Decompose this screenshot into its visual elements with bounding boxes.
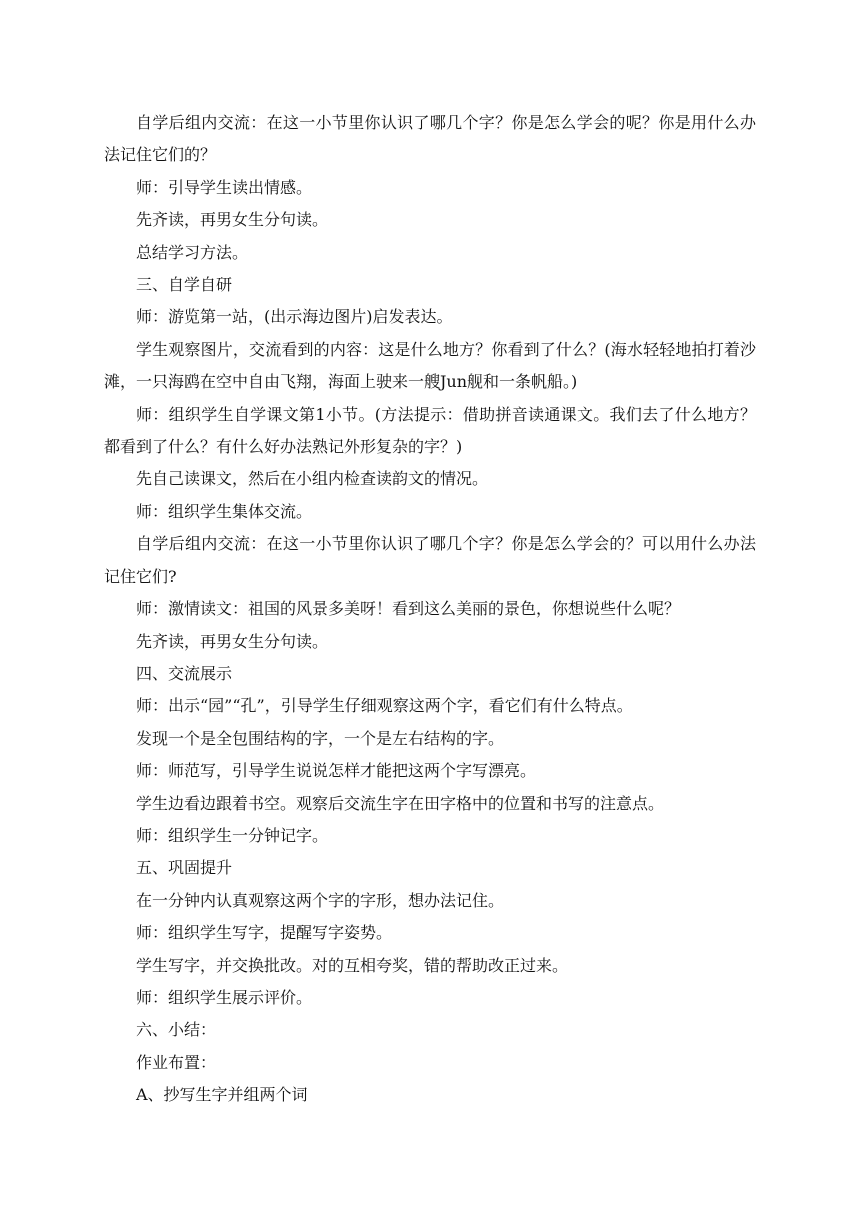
- paragraph: 先自己读课文，然后在小组内检查读韵文的情况。: [136, 469, 489, 489]
- paragraph: 师：组织学生一分钟记字。: [136, 825, 329, 845]
- section-heading: 六、小结：: [136, 1020, 217, 1040]
- paragraph: 师：激情读文：祖国的风景多美呀！看到这么美丽的景色，你想说些什么呢？: [136, 599, 681, 619]
- paragraph: 自学后组内交流：在这一小节里你认识了哪几个字？你是怎么学会的呢？你是用什么办法记住它们的？: [104, 113, 756, 165]
- paragraph: A、抄写生字并组两个词: [136, 1085, 308, 1105]
- paragraph: 师：组织学生写字，提醒写字姿势。: [136, 923, 393, 943]
- paragraph: 师：组织学生自学课文第1小节。(方法提示：借助拼音读通课文。我们去了什么地方？都看到了什么？有什么好办法熟记外形复杂的字？): [104, 404, 756, 457]
- paragraph: 师：引导学生读出情感。: [136, 177, 313, 197]
- paragraph: 作业布置：: [136, 1052, 217, 1072]
- paragraph: 学生写字，并交换批改。对的互相夸奖，错的帮助改正过来。: [136, 955, 569, 975]
- paragraph: 师：出示“园”“孔”，引导学生仔细观察这两个字，看它们有什么特点。: [136, 696, 633, 716]
- paragraph: 发现一个是全包围结构的字，一个是左右结构的字。: [136, 728, 505, 748]
- paragraph: 总结学习方法。: [136, 242, 249, 262]
- section-heading: 五、巩固提升: [136, 858, 233, 878]
- section-heading: 四、交流展示: [136, 663, 233, 683]
- paragraph: 在一分钟内认真观察这两个字的字形，想办法记住。: [136, 890, 505, 910]
- paragraph: 师：组织学生展示评价。: [136, 987, 313, 1007]
- paragraph: 学生观察图片，交流看到的内容：这是什么地方？你看到了什么？(海水轻轻地拍打着沙滩，一只海鸥在空中自由飞翔，海面上驶来一艘Jun舰和一条帆船。): [104, 339, 756, 392]
- document-body: [104, 107, 756, 1112]
- paragraph: 先齐读，再男女生分句读。: [136, 631, 329, 651]
- section-heading: 三、自学自研: [136, 275, 233, 295]
- paragraph: 师：游览第一站，(出示海边图片)启发表达。: [136, 307, 453, 327]
- paragraph: 学生边看边跟着书空。观察后交流生字在田字格中的位置和书写的注意点。: [136, 793, 665, 813]
- paragraph: 师：组织学生集体交流。: [136, 501, 313, 521]
- paragraph: 先齐读，再男女生分句读。: [136, 210, 329, 230]
- paragraph: 自学后组内交流：在这一小节里你认识了哪几个字？你是怎么学会的？可以用什么办法记住它们?: [104, 534, 756, 586]
- paragraph: 师：师范写，引导学生说说怎样才能把这两个字写漂亮。: [136, 761, 537, 781]
